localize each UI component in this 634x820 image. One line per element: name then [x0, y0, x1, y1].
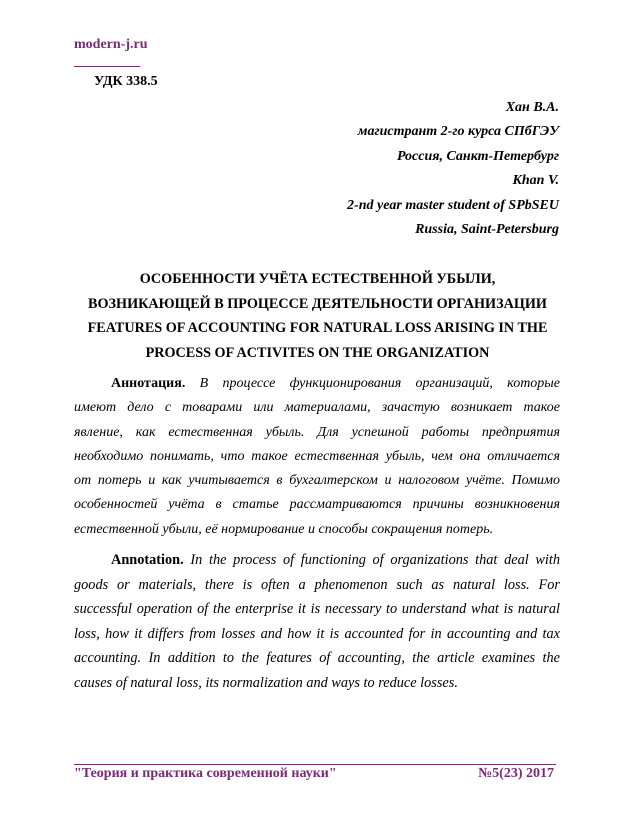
- footer-issue-number: №5(23) 2017: [478, 766, 554, 781]
- abstract-en-line: causes of natural loss, its normalization and ways to reduce losses.: [74, 674, 458, 691]
- abstract-ru-line: естественной убыли, её нормирование и способы сокращения потерь.: [74, 521, 494, 537]
- abstract-en-lead: Annotation.: [111, 552, 184, 568]
- abstract-ru: [74, 372, 560, 542]
- author-position-ru: магистрант 2-го курса СПбГЭУ: [357, 124, 559, 140]
- abstract-ru-line: имеют дело с товарами или материалами, зачастую возникает такое: [74, 400, 560, 416]
- author-position-en: 2-nd year master student of SPbSEU: [347, 197, 559, 213]
- footer-divider: [74, 764, 556, 765]
- abstract-ru-lead: Аннотация.: [111, 376, 186, 391]
- author-location-ru: Россия, Санкт-Петербург: [397, 148, 559, 164]
- title-ru-line-2: ВОЗНИКАЮЩЕЙ В ПРОЦЕССЕ ДЕЯТЕЛЬНОСТИ ОРГАНИЗАЦИИ: [88, 295, 547, 312]
- abstract-ru-line: Аннотация. В процессе функционирования организаций, которые: [111, 376, 560, 391]
- abstract-en-line: goods or materials, there is often a phenomenon such as natural loss. For: [74, 576, 560, 593]
- abstract-en-line: accounting. In addition to the features of accounting, the article examines the: [74, 650, 560, 666]
- article-title: [74, 267, 561, 365]
- author-block: [79, 96, 559, 242]
- title-en-line-2: PROCESS OF ACTIVITES ON THE ORGANIZATION: [145, 344, 490, 361]
- abstract-en-line: successful operation of the enterprise it is necessary to understand what is natural: [74, 601, 560, 617]
- title-en-line-1: FEATURES OF ACCOUNTING FOR NATURAL LOSS ARISING IN THE: [87, 320, 548, 336]
- abstract-en-line: loss, how it differs from losses and how it is accounted for in accounting and tax: [74, 625, 560, 642]
- title-ru-line-1: ОСОБЕННОСТИ УЧЁТА ЕСТЕСТВЕННОЙ УБЫЛИ,: [139, 271, 496, 287]
- abstract-en: [74, 548, 560, 695]
- abstract-ru-line: особенностей учёта в статье рассматриваются причины возникновения: [74, 497, 560, 513]
- site-link[interactable]: modern-j.ru: [74, 37, 148, 52]
- header-divider: [74, 66, 140, 67]
- abstract-ru-line: явление, как естественная убыль. Для успешной работы предприятия: [74, 424, 560, 440]
- udk-code: УДК 338.5: [94, 74, 158, 89]
- author-location-en: Russia, Saint-Petersburg: [415, 222, 559, 238]
- abstract-en-line: Annotation. In the process of functioning of organizations that deal with: [111, 552, 560, 568]
- author-name-en: Khan V.: [512, 173, 559, 189]
- abstract-ru-line: необходимо понимать, что такое естественная убыль, чем она отличается: [74, 448, 560, 464]
- abstract-ru-line: от потерь и как учитывается в бухгалтерском и налоговом учёте. Помимо: [74, 473, 560, 489]
- footer-journal-name: "Теория и практика современной науки": [74, 766, 337, 781]
- author-name-ru: Хан В.А.: [505, 100, 559, 115]
